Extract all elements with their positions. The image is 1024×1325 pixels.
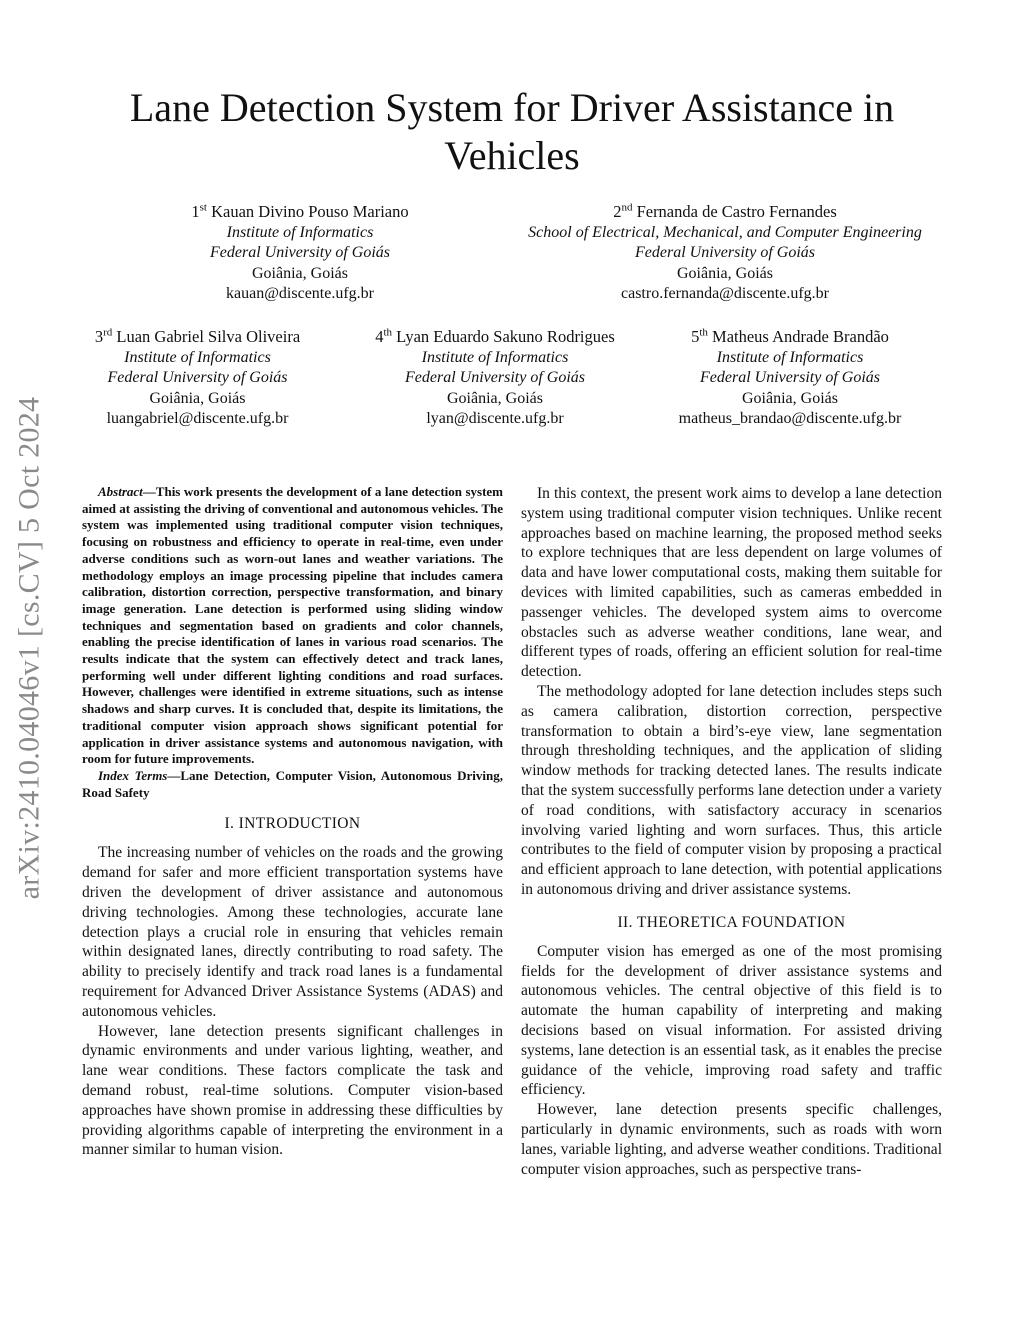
right-column (521, 484, 942, 1179)
author-block-1 (150, 202, 450, 305)
author-city: Goiânia, Goiás (742, 389, 838, 407)
index-terms-text: —Lane Detection, Computer Vision, Autonomous Driving, Road Safety (82, 767, 503, 800)
author-department: Institute of Informatics (716, 348, 864, 366)
paper-title: Lane Detection System for Driver Assistance in Vehicles (129, 85, 895, 178)
paragraph: The methodology adopted for lane detection includes steps such as camera calibration, distortion correction, perspective transformation to obtain a bird’s-eye view, lane segmentation through thresholding techniques, and the application of sliding window methods for tracking detected lanes. The results indicate that the system successfully performs lane detection under a variety of road conditions, with satisfactory accuracy in scenarios involving varied lighting and worn surfaces. Thus, this article contributes to the field of computer vision by proposing a practical and efficient approach to lane detection, with potential applications in autonomous driving and driver assistance systems. (521, 682, 942, 898)
author-department: Institute of Informatics (226, 223, 374, 241)
author-city: Goiânia, Goiás (149, 389, 246, 407)
index-terms (82, 768, 503, 801)
author-university: Federal University of Goiás (107, 369, 288, 386)
author-block-2 (500, 202, 950, 305)
paragraph: In this context, the present work aims to develop a lane detection system using traditional computer vision techniques. Unlike recent approaches based on machine learning, the proposed method seeks to explore techniques that are less dependent on large volumes of data and have lower computational costs, making them suitable for devices with limited capabilities, such as cameras embedded in passenger vehicles. The developed system aims to overcome obstacles such as adverse weather conditions, lane wear, and different types of roads, offering an efficient solution for real-time detection. (521, 485, 942, 681)
author-city: Goiânia, Goiás (677, 264, 773, 282)
author-email: castro.fernanda@discente.ufg.br (621, 285, 829, 302)
author-university: Federal University of Goiás (405, 369, 585, 386)
author-name: 5th Matheus Andrade Brandão (691, 326, 889, 346)
author-city: Goiânia, Goiás (252, 264, 348, 282)
author-name: 4th Lyan Eduardo Sakuno Rodrigues (375, 326, 615, 346)
paragraph: However, lane detection presents specific challenges, particularly in dynamic environments, such as roads with worn lanes, variable lighting, and adverse weather conditions. Traditional computer vision approaches, such as perspective trans- (521, 1101, 942, 1178)
paragraph: The increasing number of vehicles on the roads and the growing demand for safer and more efficient transportation systems have driven the development of driver assistance and autonomous driving technologies. Among these technologies, accurate lane detection plays a crucial role in ensuring that vehicles remain within designated lanes, directly contributing to road safety. The ability to precisely identify and track road lanes is a fundamental requirement for Advanced Driver Assistance Systems (ADAS) and autonomous vehicles. (82, 844, 503, 1020)
author-city: Goiânia, Goiás (447, 389, 543, 407)
author-university: Federal University of Goiás (700, 369, 880, 386)
abstract-text: —This work presents the development of a lane detection system aimed at assisting the driving of conventional and autonomous vehicles. The system was implemented using traditional computer vision techniques, focusing on robustness and efficiency to operate in real-time, even under adverse conditions such as worn-out lanes and weather variations. The methodology employs an image processing pipeline that includes camera calibration, distortion correction, perspective transformation, and binary image generation. Lane detection is performed using sliding window techniques and segmentation based on gradients and color channels, enabling the precise identification of lanes in various road scenarios. The results indicate that the system can effectively detect and track lanes, performing well under different lighting conditions and road surfaces. However, challenges were identified in extreme situations, such as intense shadows and sharp curves. It is concluded that, despite its limitations, the traditional computer vision approach shows significant potential for application in driver assistance systems and autonomous navigation, with room for future improvements. (82, 484, 503, 767)
paragraph: Computer vision has emerged as one of the most promising fields for the development of driver assistance systems and autonomous vehicles. The central objective of this field is to automate the human capability of interpreting and making decisions based on visual information. For assisted driving systems, lane detection is an essential task, as it enables the precise guidance of the vehicle, improving road safety and traffic efficiency. (521, 942, 942, 1099)
author-name: 1st Kauan Divino Pouso Mariano (191, 201, 409, 221)
author-email: matheus_brandao@discente.ufg.br (678, 410, 902, 427)
author-name: 3rd Luan Gabriel Silva Oliveira (94, 326, 301, 346)
arxiv-identifier (12, 368, 46, 928)
section-heading-introduction: I. INTRODUCTION (224, 815, 361, 833)
section-heading-theoretical-foundation: II. THEORETICA FOUNDATION (617, 913, 846, 931)
index-terms-label: Index Terms (98, 767, 168, 783)
author-department: Institute of Informatics (421, 348, 569, 366)
author-block-4 (350, 327, 640, 430)
author-university: Federal University of Goiás (210, 244, 390, 261)
author-university: Federal University of Goiás (635, 244, 815, 261)
author-name: 2nd Fernanda de Castro Fernandes (613, 201, 837, 221)
abstract-label: Abstract (98, 484, 143, 499)
author-block-3 (60, 327, 335, 430)
author-email: lyan@discente.ufg.br (426, 410, 564, 427)
left-column (82, 484, 503, 1160)
author-email: kauan@discente.ufg.br (225, 285, 374, 302)
abstract (82, 484, 503, 768)
arxiv-identifier-text: arXiv:2410.04046v1 [cs.CV] 5 Oct 2024 (12, 396, 46, 900)
author-department: School of Electrical, Mechanical, and Computer Engineering (528, 223, 922, 241)
author-department: Institute of Informatics (124, 348, 271, 366)
author-block-5 (650, 327, 930, 430)
author-email: luangabriel@discente.ufg.br (106, 410, 289, 427)
paragraph: However, lane detection presents significant challenges in dynamic environments and under various lighting, weather, and lane wear conditions. These factors complicate the task and demand robust, real-time solutions. Computer vision-based approaches have shown promise in addressing these difficulties by providing algorithms capable of interpreting the environment in a manner similar to human vision. (82, 1022, 503, 1159)
